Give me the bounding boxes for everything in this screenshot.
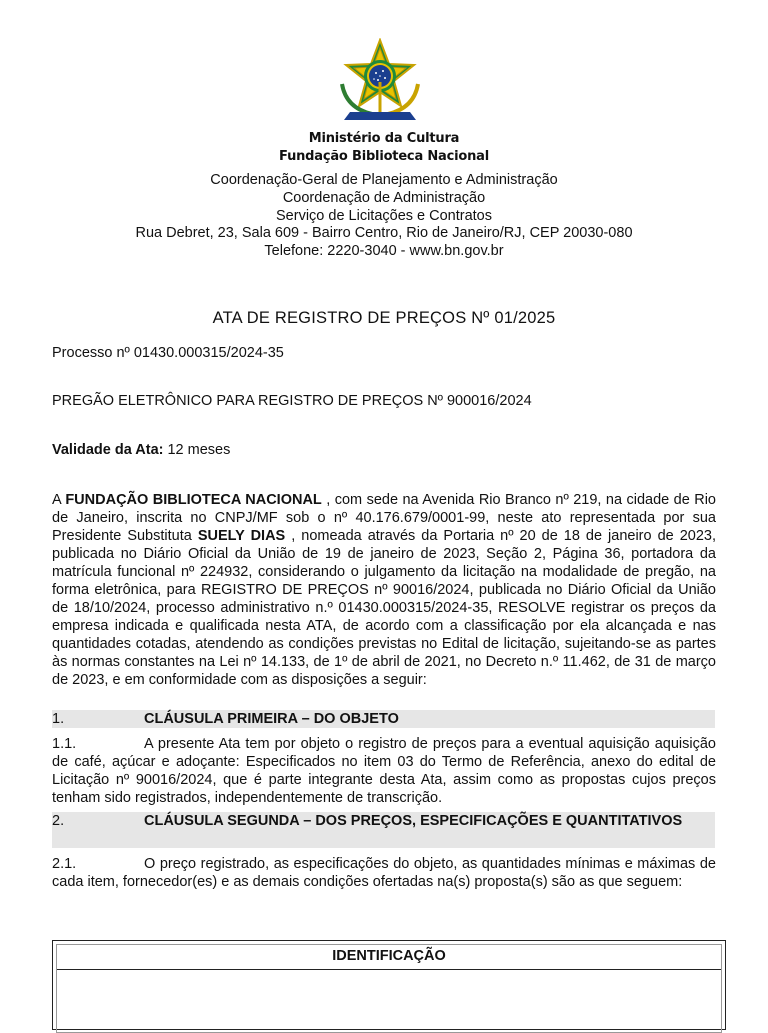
intro-part2: , nomeada através da Portaria nº 20 de 18 de janeiro de 2023, publicada no Diário Oficial da União de 19 de janeiro de 2023, Seção 2, Página 36, portadora da matrícula funcional nº 224932, considerando o julgamento da licitação na modalidade de pregão, na forma eletrônica, para REGISTRO DE PREÇOS nº 90016/2024, publicada no Diário Oficial da União de 18/10/2024, processo administrativo n.º 01430.000315/2024-35, RESOLVE registrar os preços da empresa indicada e qualificada nesta ATA, de acordo com a classificação por ela alcançada e nas quantidades cotadas, atendendo as condições previstas no Edital de licitação, sujeitando-se as partes às normas constantes na Lei nº 14.133, de 1º de abril de 2021, no Decreto n.º 11.462, de 31 de março de 2023, e em conformidade com as disposições a seguir: bbox=[52, 528, 716, 688]
document-title: ATA DE REGISTRO DE PREÇOS Nº 01/2025 bbox=[212, 309, 556, 327]
clause-1-title: CLÁUSULA PRIMEIRA – DO OBJETO bbox=[144, 711, 399, 727]
clause-2-1 bbox=[52, 855, 716, 891]
clause-2-title: CLÁUSULA SEGUNDA – DOS PREÇOS, ESPECIFICAÇÕES E QUANTITATIVOS bbox=[144, 813, 683, 829]
ministry-name: Ministério da Cultura bbox=[308, 131, 460, 146]
intro-part1: , com sede na Avenida Rio Branco nº 219, na cidade de Rio de Janeiro, inscrita no CNPJ/MF sob o nº 40.176.679/0001-99, neste ato representada por sua Presidente Substituta bbox=[52, 492, 716, 544]
header-line-2: Coordenação de Administração bbox=[282, 190, 486, 206]
validade-value: 12 meses bbox=[163, 442, 231, 458]
foundation-name: Fundação Biblioteca Nacional bbox=[279, 149, 489, 164]
intro-paragraph bbox=[52, 491, 716, 689]
coat-of-arms-emblem bbox=[332, 38, 428, 126]
clause-2-1-number: 2.1. bbox=[52, 856, 77, 872]
intro-a: A bbox=[52, 492, 66, 508]
validade bbox=[52, 442, 230, 458]
intro-org: FUNDAÇÃO BIBLIOTECA NACIONAL bbox=[65, 492, 322, 508]
validade-label: Validade da Ata: bbox=[52, 442, 164, 458]
clause-1-1-text: A presente Ata tem por objeto o registro de preços para a eventual aquisição aquisição de café, açúcar e adoçante: Especificados no item 03 do Termo de Referência, anexo do edital de Licitação nº 90016/2024, que é parte integrante desta Ata, assim como as propostas cujos preços tenham sido registrados, independentemente de transcrição. bbox=[52, 736, 716, 806]
identification-table bbox=[52, 940, 726, 1030]
table-header: IDENTIFICAÇÃO bbox=[57, 945, 721, 970]
clause-1-1 bbox=[52, 735, 716, 807]
clause-1-1-number: 1.1. bbox=[52, 736, 77, 752]
intro-person: SUELY DIAS bbox=[197, 528, 286, 544]
clause-1-number: 1. bbox=[52, 711, 65, 727]
pregao-title: PREGÃO ELETRÔNICO PARA REGISTRO DE PREÇOS Nº 900016/2024 bbox=[52, 393, 532, 409]
table-inner-border bbox=[56, 944, 722, 1033]
clause-2-header bbox=[52, 812, 715, 848]
clause-1-header bbox=[52, 710, 715, 728]
header-line-1: Coordenação-Geral de Planejamento e Administração bbox=[210, 172, 558, 188]
clause-2-1-text: O preço registrado, as especificações do objeto, as quantidades mínimas e máximas de cada item, fornecedor(es) e as demais condições ofertadas na(s) proposta(s) são as que seguem: bbox=[52, 856, 716, 890]
header-phone: Telefone: 2220-3040 - www.bn.gov.br bbox=[264, 243, 504, 259]
header-address: Rua Debret, 23, Sala 609 - Bairro Centro, Rio de Janeiro/RJ, CEP 20030-080 bbox=[135, 225, 633, 241]
clause-2-number: 2. bbox=[52, 813, 65, 829]
header-line-3: Serviço de Licitações e Contratos bbox=[276, 208, 492, 224]
processo-number: Processo nº 01430.000315/2024-35 bbox=[52, 345, 284, 361]
